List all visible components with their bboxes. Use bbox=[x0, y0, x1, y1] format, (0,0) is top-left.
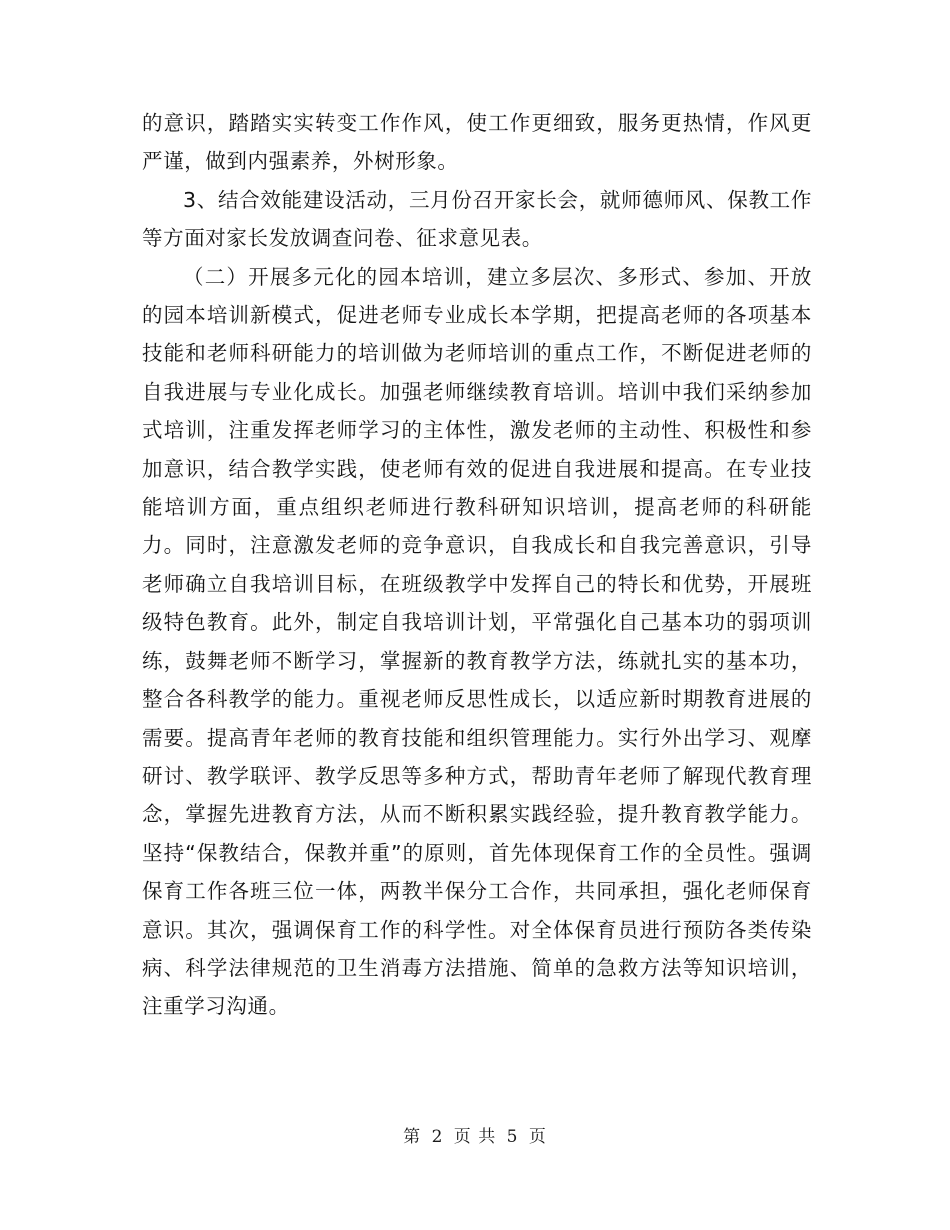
footer-prefix: 第 bbox=[403, 1127, 422, 1147]
paragraph-item-3: 3、结合效能建设活动，三月份召开家长会，就师德师风、保教工作等方面对家长发放调查问卷、征求意见表。 bbox=[142, 187, 812, 251]
footer-middle: 页 共 bbox=[453, 1127, 497, 1147]
current-page-number: 2 bbox=[431, 1127, 444, 1147]
document-body bbox=[142, 104, 812, 1026]
footer-suffix: 页 bbox=[528, 1127, 547, 1147]
total-page-number: 5 bbox=[506, 1127, 519, 1147]
paragraph-section-2: （二）开展多元化的园本培训，建立多层次、多形式、参加、开放的园本培训新模式，促进老师专业成长本学期，把提高老师的各项基本技能和老师科研能力的培训做为老师培训的重点工作，不断促进老师的自我进展与专业化成长。加强老师继续教育培训。培训中我们采纳参加式培训，注重发挥老师学习的主体性，激发老师的主动性、积极性和参加意识，结合教学实践，使老师有效的促进自我进展和提高。在专业技能培训方面，重点组织老师进行教科研知识培训，提高老师的科研能力。同时，注意激发老师的竞争意识，自我成长和自我完善意识，引导老师确立自我培训目标，在班级教学中发挥自己的特长和优势，开展班级特色教育。此外，制定自我培训计划，平常强化自己基本功的弱项训练，鼓舞老师不断学习，掌握新的教育教学方法，练就扎实的基本功，整合各科教学的能力。重视老师反思性成长，以适应新时期教育进展的需要。提高青年老师的教育技能和组织管理能力。实行外出学习、观摩研讨、教学联评、教学反思等多种方式，帮助青年老师了解现代教育理念，掌握先进教育方法，从而不断积累实践经验，提升教育教学能力。坚持“保教结合，保教并重”的原则，首先体现保育工作的全员性。强调保育工作各班三位一体，两教半保分工合作，共同承担，强化老师保育意识。其次，强调保育工作的科学性。对全体保育员进行预防各类传染病、科学法律规范的卫生消毒方法措施、简单的急救方法等知识培训，注重学习沟通。 bbox=[142, 264, 812, 1019]
paragraph-continued: 的意识，踏踏实实转变工作作风，使工作更细致，服务更热情，作风更严谨，做到内强素养，外树形象。 bbox=[142, 111, 812, 174]
page-footer bbox=[0, 1122, 950, 1147]
